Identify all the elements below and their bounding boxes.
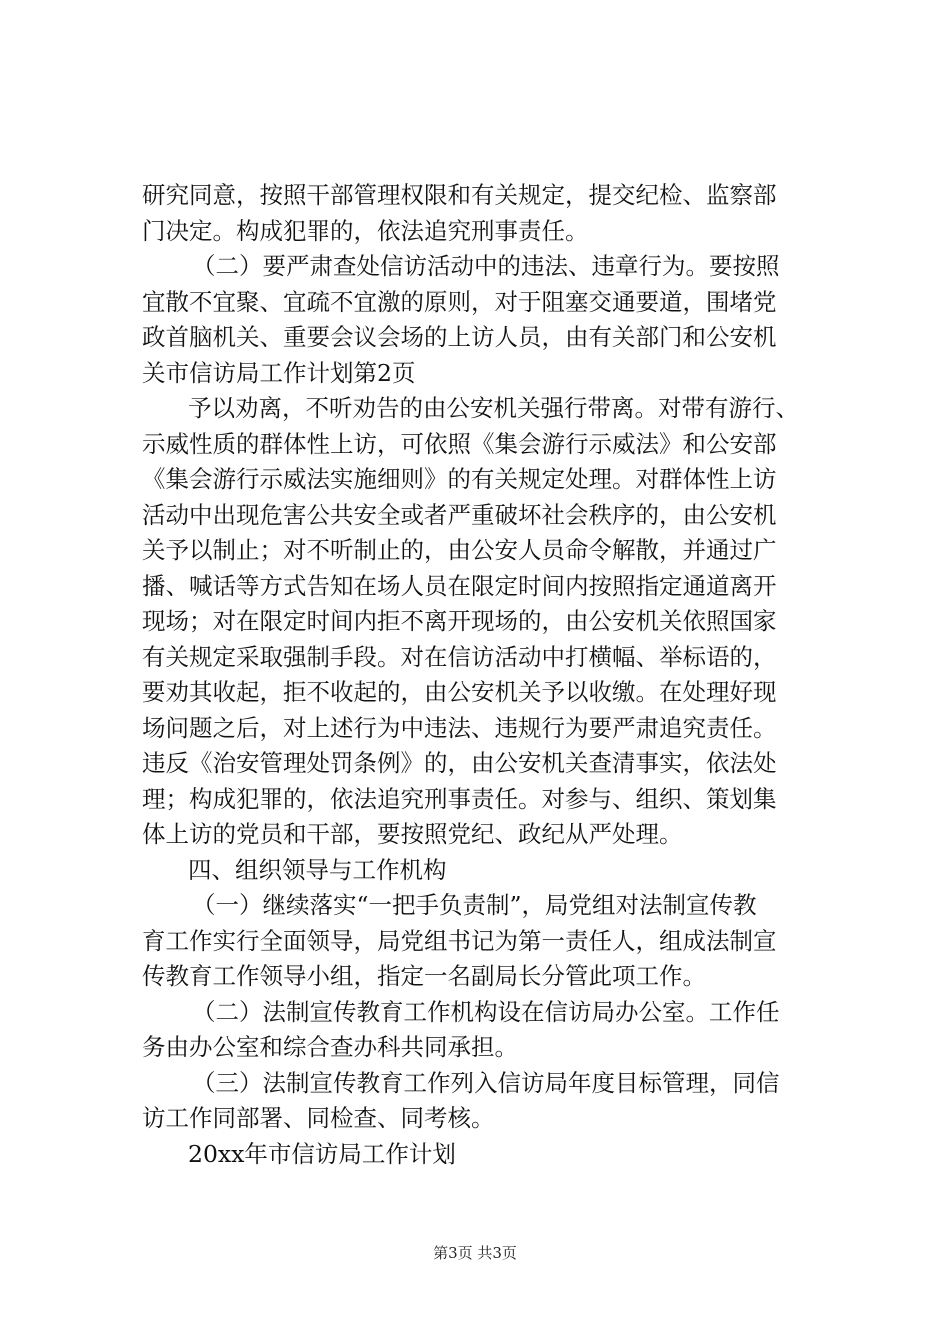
paragraph-line: （三）法制宣传教育工作列入信访局年度目标管理，同信: [192, 1068, 780, 1097]
page-number-footer: 第3页 共3页: [433, 1244, 517, 1262]
paragraph-line: （二）法制宣传教育工作机构设在信访局办公室。工作任: [192, 997, 780, 1026]
paragraph-line: 研究同意，按照干部管理权限和有关规定，提交纪检、监察部: [142, 181, 777, 209]
paragraph-line: 门决定。构成犯罪的，依法追究刑事责任。: [142, 216, 589, 245]
paragraph-line: 《集会游行示威法实施细则》的有关规定处理。对群体性上访: [142, 465, 777, 493]
section-heading: 四、组织领导与工作机构: [188, 855, 447, 884]
paragraph-line: 体上访的党员和干部，要按照党纪、政纪从严处理。: [142, 820, 683, 848]
paragraph-line: 政首脑机关、重要会议会场的上访人员，由有关部门和公安机: [142, 323, 777, 351]
paragraph-line: 访工作同部署、同检查、同考核。: [142, 1104, 495, 1132]
paragraph-line: 宜散不宜聚、宜疏不宜激的原则，对于阻塞交通要道，围堵党: [142, 287, 777, 316]
paragraph-line: 示威性质的群体性上访，可依照《集会游行示威法》和公安部: [142, 429, 777, 458]
paragraph-line: 理；构成犯罪的，依法追究刑事责任。对参与、组织、策划集: [142, 784, 777, 813]
paragraph-line: 要劝其收起，拒不收起的，由公安机关予以收缴。在处理好现: [142, 678, 777, 706]
paragraph-line: 关予以制止；对不听制止的，由公安人员命令解散，并通过广: [142, 536, 777, 564]
paragraph-line: 现场；对在限定时间内拒不离开现场的，由公安机关依照国家: [142, 607, 777, 635]
paragraph-line: 传教育工作领导小组，指定一名副局长分管此项工作。: [142, 962, 706, 990]
paragraph-line: 予以劝离，不听劝告的由公安机关强行带离。对带有游行、: [188, 394, 799, 422]
paragraph-line: 关市信访局工作计划第2页: [142, 358, 416, 387]
paragraph-line: 活动中出现危害公共安全或者严重破坏社会秩序的，由公安机: [142, 500, 777, 529]
paragraph-line: 场问题之后，对上述行为中违法、违规行为要严肃追究责任。: [142, 713, 777, 742]
paragraph-line: （二）要严肃查处信访活动中的违法、违章行为。要按照: [192, 252, 780, 280]
paragraph-line: （一）继续落实“一把手负责制”，局党组对法制宣传教: [192, 891, 757, 919]
document-body: [142, 178, 832, 1172]
document-title-line: 20xx年市信访局工作计划: [188, 1139, 456, 1168]
paragraph-line: 育工作实行全面领导，局党组书记为第一责任人，组成法制宣: [142, 926, 777, 955]
paragraph-line: 务由办公室和综合查办科共同承担。: [142, 1033, 518, 1061]
paragraph-line: 违反《治安管理处罚条例》的，由公安机关查清事实，依法处: [142, 749, 777, 777]
paragraph-line: 有关规定采取强制手段。对在信访活动中打横幅、举标语的，: [142, 642, 777, 671]
paragraph-line: 播、喊话等方式告知在场人员在限定时间内按照指定通道离开: [142, 571, 777, 600]
